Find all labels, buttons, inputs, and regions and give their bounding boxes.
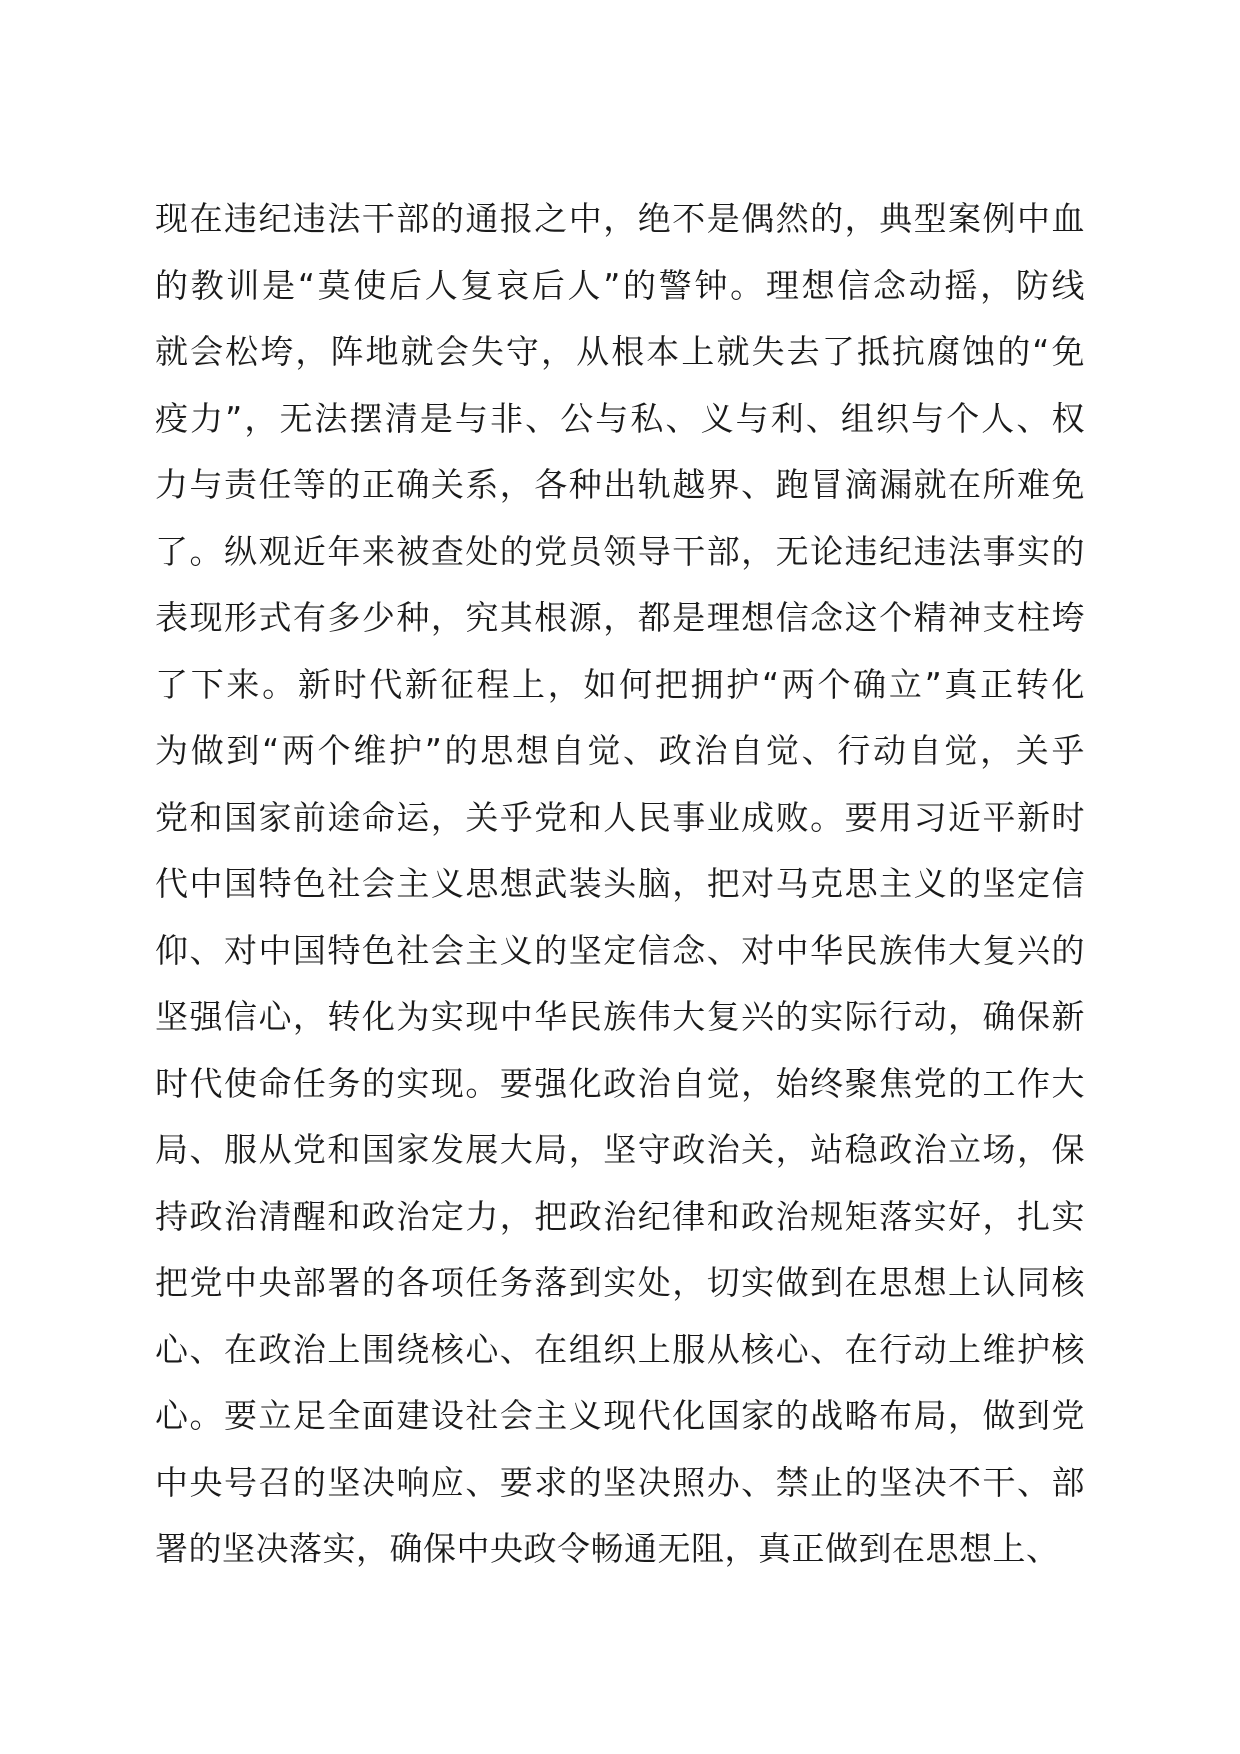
text-line: 中央号召的坚决响应、要求的坚决照办、禁止的坚决不干、部 xyxy=(155,1462,1085,1502)
text-line: 心、在政治上围绕核心、在组织上服从核心、在行动上维护核 xyxy=(155,1329,1085,1369)
text-line: 了。纵观近年来被查处的党员领导干部，无论违纪违法事实的 xyxy=(155,531,1085,571)
text-line: 心。要立足全面建设社会主义现代化国家的战略布局，做到党 xyxy=(155,1396,1085,1435)
text-line: 的教训是“莫使后人复哀后人”的警钟。理想信念动摇，防线 xyxy=(155,265,1085,305)
text-line: 党和国家前途命运，关乎党和人民事业成败。要用习近平新时 xyxy=(155,797,1085,837)
text-line: 坚强信心，转化为实现中华民族伟大复兴的实际行动，确保新 xyxy=(155,997,1085,1036)
text-line: 把党中央部署的各项任务落到实处，切实做到在思想上认同核 xyxy=(155,1263,1085,1302)
text-line: 就会松垮，阵地就会失守，从根本上就失去了抵抗腐蚀的“免 xyxy=(155,332,1085,371)
text-line: 表现形式有多少种，究其根源，都是理想信念这个精神支柱垮 xyxy=(155,598,1085,637)
text-line: 疫力”，无法摆清是与非、公与私、义与利、组织与个人、权 xyxy=(155,398,1085,438)
text-line: 持政治清醒和政治定力，把政治纪律和政治规矩落实好，扎实 xyxy=(155,1196,1085,1236)
text-line: 时代使命任务的实现。要强化政治自觉，始终聚焦党的工作大 xyxy=(155,1063,1085,1103)
text-line: 力与责任等的正确关系，各种出轨越界、跑冒滴漏就在所难免 xyxy=(155,465,1085,504)
text-line: 局、服从党和国家发展大局，坚守政治关，站稳政治立场，保 xyxy=(155,1130,1085,1169)
text-line: 了下来。新时代新征程上，如何把拥护“两个确立”真正转化 xyxy=(155,664,1085,704)
text-line: 现在违纪违法干部的通报之中，绝不是偶然的，典型案例中血 xyxy=(155,199,1085,238)
text-line: 仰、对中国特色社会主义的坚定信念、对中华民族伟大复兴的 xyxy=(155,930,1085,970)
body-text xyxy=(155,186,1085,1583)
text-line: 为做到“两个维护”的思想自觉、政治自觉、行动自觉，关乎 xyxy=(155,731,1085,770)
text-line: 代中国特色社会主义思想武装头脑，把对马克思主义的坚定信 xyxy=(155,864,1085,903)
text-line: 署的坚决落实，确保中央政令畅通无阻，真正做到在思想上、 xyxy=(155,1529,1060,1568)
